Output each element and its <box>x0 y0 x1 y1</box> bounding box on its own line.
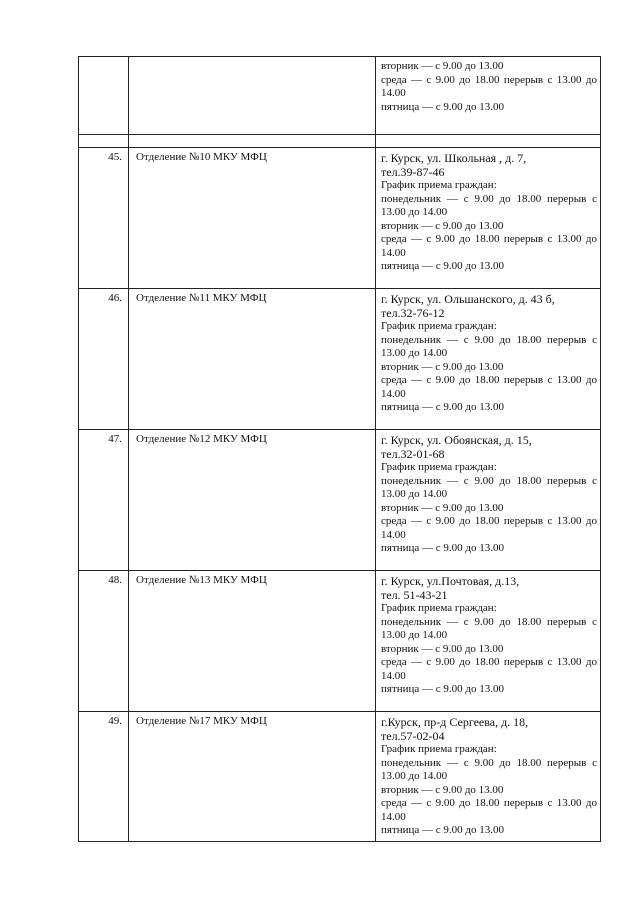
row-number: 46. <box>79 289 129 430</box>
office-details <box>376 289 601 430</box>
schedule-tuesday: вторник — с 9.00 до 13.00 <box>381 642 504 655</box>
table-row <box>79 148 601 289</box>
office-address: г.Курск, пр-д Сергеева, д. 18, <box>381 715 529 729</box>
gap-cell <box>79 135 129 148</box>
row-number: 47. <box>79 430 129 571</box>
schedule-wednesday: среда — с 9.00 до 18.00 перерыв с 13.00 до 14.00 <box>381 374 597 400</box>
office-name: Отделение №10 МКУ МФЦ <box>129 148 376 289</box>
table-row <box>79 712 601 842</box>
schedule-tuesday: вторник — с 9.00 до 13.00 <box>381 783 504 796</box>
cell-schedule <box>376 57 601 135</box>
schedule-friday: пятница — с 9.00 до 13.00 <box>381 683 505 695</box>
office-address: г. Курск, ул. Обоянская, д. 15, <box>381 433 532 447</box>
table-row-continuation <box>79 57 601 135</box>
office-name: Отделение №13 МКУ МФЦ <box>129 571 376 712</box>
schedule-monday: понедельник — с 9.00 до 18.00 перерыв с 13.00 до 14.00 <box>381 756 597 782</box>
office-phone: тел.57-02-04 <box>381 729 445 743</box>
office-details <box>376 712 601 842</box>
office-name: Отделение №17 МКУ МФЦ <box>129 712 376 842</box>
schedule-friday: пятница — с 9.00 до 13.00 <box>381 824 505 836</box>
schedule-heading: График приема граждан: <box>381 602 497 614</box>
schedule-monday: понедельник — с 9.00 до 18.00 перерыв с 13.00 до 14.00 <box>381 192 597 218</box>
office-address: г. Курск, ул. Ольшанского, д. 43 б, <box>381 292 555 306</box>
schedule-wednesday: среда — с 9.00 до 18.00 перерыв с 13.00 до 14.00 <box>381 233 597 259</box>
office-details <box>376 571 601 712</box>
table-row <box>79 289 601 430</box>
row-number: 45. <box>79 148 129 289</box>
office-name: Отделение №11 МКУ МФЦ <box>129 289 376 430</box>
office-details <box>376 148 601 289</box>
schedule-monday: понедельник — с 9.00 до 18.00 перерыв с 13.00 до 14.00 <box>381 333 597 359</box>
schedule-tuesday: вторник — с 9.00 до 13.00 <box>381 501 504 514</box>
schedule-table <box>78 56 601 842</box>
office-phone: тел. 51-43-21 <box>381 588 448 602</box>
schedule-heading: График приема граждан: <box>381 461 497 473</box>
gap-cell <box>129 135 376 148</box>
schedule-friday: пятница — с 9.00 до 13.00 <box>381 100 505 113</box>
cell-number <box>79 57 129 135</box>
schedule-monday: понедельник — с 9.00 до 18.00 перерыв с 13.00 до 14.00 <box>381 615 597 641</box>
schedule-friday: пятница — с 9.00 до 13.00 <box>381 401 505 413</box>
row-number: 48. <box>79 571 129 712</box>
office-phone: тел.32-01-68 <box>381 447 445 461</box>
schedule-wednesday: среда — с 9.00 до 18.00 перерыв с 13.00 до 14.00 <box>381 515 597 541</box>
schedule-tuesday: вторник — с 9.00 до 13.00 <box>381 60 504 72</box>
office-name: Отделение №12 МКУ МФЦ <box>129 430 376 571</box>
gap-cell <box>376 135 601 148</box>
schedule-heading: График приема граждан: <box>381 179 497 191</box>
row-number: 49. <box>79 712 129 842</box>
office-address: г. Курск, ул. Школьная , д. 7, <box>381 151 527 165</box>
table-row <box>79 571 601 712</box>
table-row-gap <box>79 135 601 148</box>
schedule-friday: пятница — с 9.00 до 13.00 <box>381 542 505 554</box>
office-phone: тел.39-87-46 <box>381 165 445 179</box>
schedule-heading: График приема граждан: <box>381 320 497 332</box>
schedule-wednesday: среда — с 9.00 до 18.00 перерыв с 13.00 до 14.00 <box>381 656 597 682</box>
cell-name <box>129 57 376 135</box>
schedule-heading: График приема граждан: <box>381 743 497 755</box>
schedule-tuesday: вторник — с 9.00 до 13.00 <box>381 219 504 232</box>
office-address: г. Курск, ул.Почтовая, д.13, <box>381 574 520 588</box>
office-details <box>376 430 601 571</box>
schedule-monday: понедельник — с 9.00 до 18.00 перерыв с 13.00 до 14.00 <box>381 474 597 500</box>
schedule-friday: пятница — с 9.00 до 13.00 <box>381 260 505 272</box>
schedule-wednesday: среда — с 9.00 до 18.00 перерыв с 13.00 до 14.00 <box>381 797 597 823</box>
schedule-wednesday: среда — с 9.00 до 18.00 перерыв с 13.00 до 14.00 <box>381 73 597 99</box>
office-phone: тел.32-76-12 <box>381 306 445 320</box>
table-row <box>79 430 601 571</box>
schedule-tuesday: вторник — с 9.00 до 13.00 <box>381 360 504 373</box>
